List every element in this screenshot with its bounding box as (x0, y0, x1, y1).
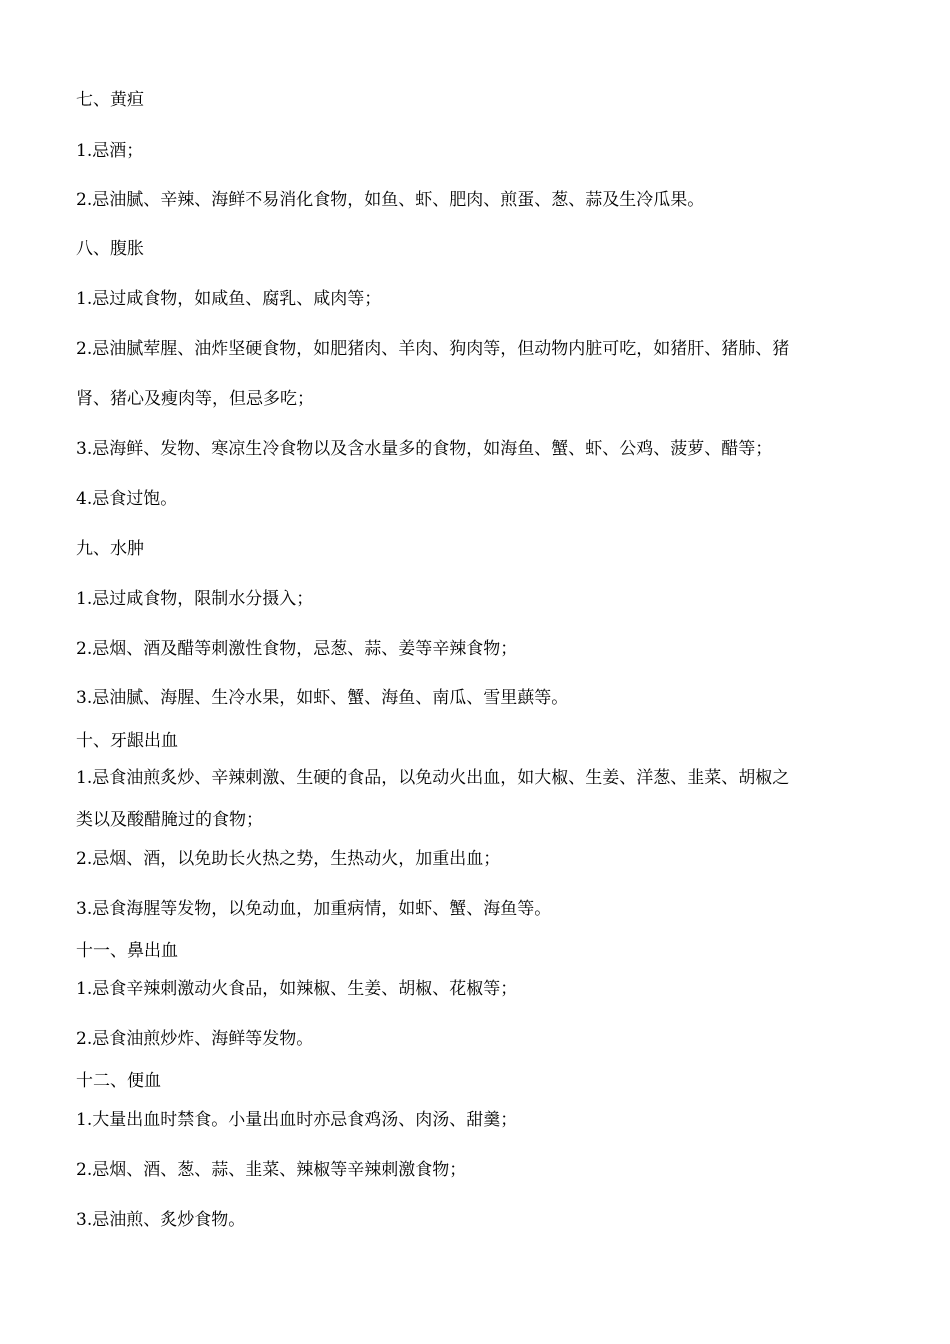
text-line: 1.忌过咸食物，限制水分摄入； (76, 589, 314, 609)
text-line: 3.忌食海腥等发物，以免动血，加重病情，如虾、蟹、海鱼等。 (76, 899, 552, 919)
text-line: 3.忌海鲜、发物、寒凉生冷食物以及含水量多的食物，如海鱼、蟹、虾、公鸡、菠萝、醋等； (76, 439, 773, 459)
text-line: 1.大量出血时禁食。小量出血时亦忌食鸡汤、肉汤、甜羹； (76, 1110, 518, 1130)
text-line: 2.忌油腻、辛辣、海鲜不易消化食物，如鱼、虾、肥肉、煎蛋、葱、蒜及生冷瓜果。 (76, 190, 705, 210)
text-line: 1.忌过咸食物，如咸鱼、腐乳、咸肉等； (76, 289, 382, 309)
section-heading-nosebleed: 十一、鼻出血 (76, 941, 178, 961)
text-line: 1.忌酒； (76, 141, 144, 161)
text-line: 2.忌烟、酒、葱、蒜、韭菜、辣椒等辛辣刺激食物； (76, 1160, 467, 1180)
text-line: 2.忌烟、酒及醋等刺激性食物，忌葱、蒜、姜等辛辣食物； (76, 639, 518, 659)
text-line: 2.忌烟、酒，以免助长火热之势，生热动火，加重出血； (76, 849, 501, 869)
section-heading-bloating: 八、腹胀 (76, 239, 144, 259)
text-line: 1.忌食辛辣刺激动火食品，如辣椒、生姜、胡椒、花椒等； (76, 979, 518, 999)
text-line: 1.忌食油煎炙炒、辛辣刺激、生硬的食品，以免动火出血，如大椒、生姜、洋葱、韭菜、胡椒之 (76, 768, 790, 788)
text-line: 类以及酸醋腌过的食物； (76, 810, 263, 830)
section-heading-edema: 九、水肿 (76, 539, 144, 559)
section-heading-jaundice: 七、黄疸 (76, 90, 144, 110)
section-heading-gum-bleeding: 十、牙龈出血 (76, 731, 178, 751)
text-line: 肾、猪心及瘦肉等，但忌多吃； (76, 389, 314, 409)
text-line: 3.忌油腻、海腥、生冷水果，如虾、蟹、海鱼、南瓜、雪里蕻等。 (76, 688, 569, 708)
text-line: 2.忌食油煎炒炸、海鲜等发物。 (76, 1029, 314, 1049)
text-line: 3.忌油煎、炙炒食物。 (76, 1210, 246, 1230)
text-line: 4.忌食过饱。 (76, 489, 178, 509)
section-heading-blood-in-stool: 十二、便血 (76, 1071, 161, 1091)
text-line: 2.忌油腻荤腥、油炸坚硬食物，如肥猪肉、羊肉、狗肉等，但动物内脏可吃，如猪肝、猪肺、猪 (76, 339, 790, 359)
